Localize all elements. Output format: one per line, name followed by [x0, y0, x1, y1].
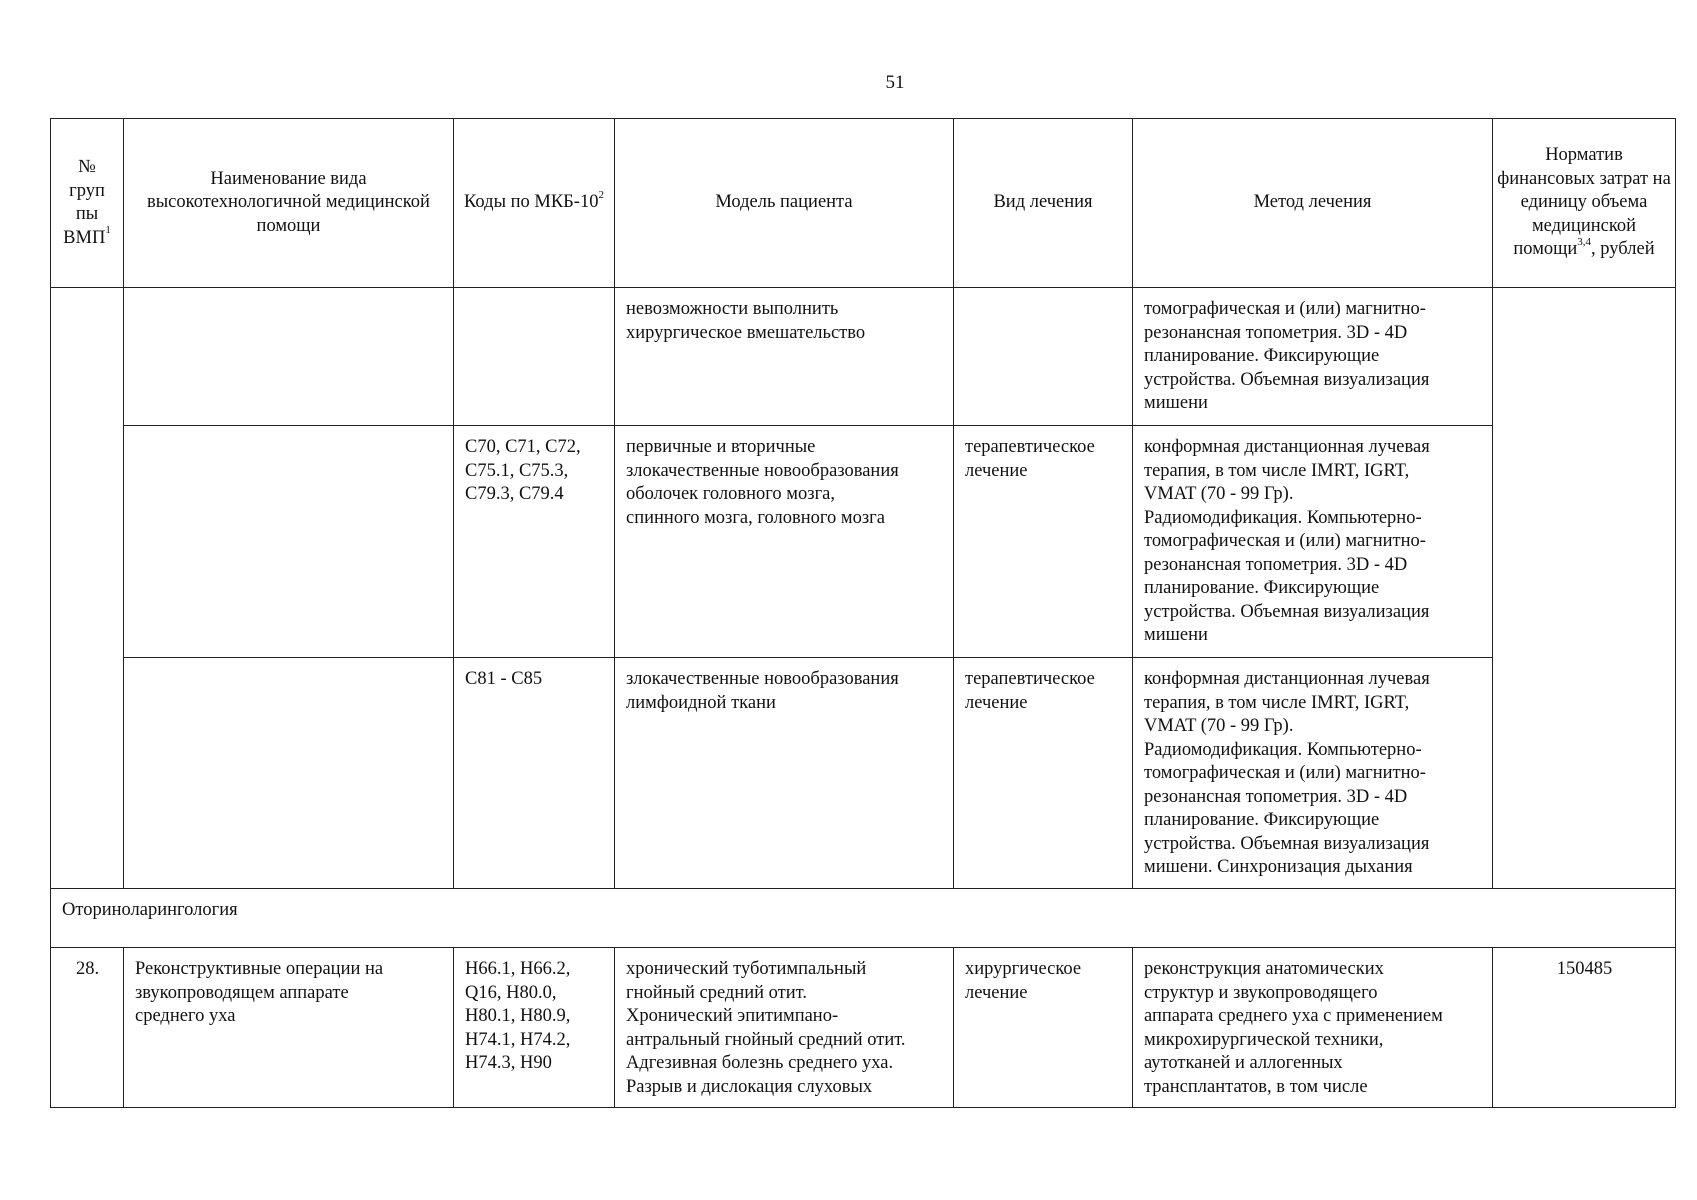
treatment-method-cell: реконструкция анатомических структур и звукопроводящего аппарата среднего уха с применением микрохирургической техники, аутотканей и аллогенных трансплантатов, в том числе — [1133, 948, 1493, 1108]
icd-codes-cell: C81 - C85 — [454, 658, 615, 889]
cost-cell — [1493, 288, 1676, 889]
patient-model-cell: первичные и вторичные злокачественные новообразования оболочек головного мозга, спинного мозга, головного мозга — [615, 426, 954, 658]
vmp-table — [50, 118, 1676, 1108]
table-row — [51, 658, 1676, 889]
treatment-method-cell: томографическая и (или) магнитно- резонансная топометрия. 3D - 4D планирование. Фиксирующие устройства. Объемная визуализация мишени — [1133, 288, 1493, 426]
patient-model-cell: злокачественные новообразования лимфоидной ткани — [615, 658, 954, 889]
page-number: 51 — [885, 72, 905, 93]
section-title: Оториноларингология — [51, 889, 1676, 948]
group-number-cell — [51, 288, 124, 889]
patient-model-cell: хронический туботимпальный гнойный средний отит. Хронический эпитимпано- антральный гнойный средний отит. Адгезивная болезнь среднего уха. Разрыв и дислокация слуховых — [615, 948, 954, 1108]
icd-codes-cell: H66.1, H66.2, Q16, H80.0, H80.1, H80.9, H74.1, H74.2, H74.3, H90 — [454, 948, 615, 1108]
patient-model-cell: невозможности выполнить хирургическое вмешательство — [615, 288, 954, 426]
treatment-type-cell — [954, 288, 1133, 426]
treatment-type-cell: хирургическое лечение — [954, 948, 1133, 1108]
header-treatment-method: Метод лечения — [1133, 119, 1493, 288]
icd-codes-cell: C70, C71, C72, C75.1, C75.3, C79.3, C79.4 — [454, 426, 615, 658]
treatment-method-cell: конформная дистанционная лучевая терапия, в том числе IMRT, IGRT, VMAT (70 - 99 Гр). Радиомодификация. Компьютерно- томографическая и (или) магнитно- резонансная топометрия. 3D - 4D планирование. Фиксирующие устройства. Объемная визуализация мишени. Синхронизация дыхания — [1133, 658, 1493, 889]
care-type-cell — [124, 426, 454, 658]
header-row — [51, 119, 1676, 288]
treatment-method-cell: конформная дистанционная лучевая терапия, в том числе IMRT, IGRT, VMAT (70 - 99 Гр). Радиомодификация. Компьютерно- томографическая и (или) магнитно- резонансная топометрия. 3D - 4D планирование. Фиксирующие устройства. Объемная визуализация мишени — [1133, 426, 1493, 658]
icd-codes-cell — [454, 288, 615, 426]
care-type-cell: Реконструктивные операции на звукопроводящем аппарате среднего уха — [124, 948, 454, 1108]
header-care-type: Наименование вида высокотехнологичной медицинской помощи — [124, 119, 454, 288]
treatment-type-cell: терапевтическое лечение — [954, 426, 1133, 658]
treatment-type-cell: терапевтическое лечение — [954, 658, 1133, 889]
table-row — [51, 288, 1676, 426]
care-type-cell — [124, 658, 454, 889]
group-number-cell: 28. — [51, 948, 124, 1108]
cost-cell: 150485 — [1493, 948, 1676, 1108]
header-treatment-type: Вид лечения — [954, 119, 1133, 288]
table-row — [51, 948, 1676, 1108]
header-group-number: № груп пы ВМП$^1$ — [51, 119, 124, 288]
header-patient-model: Модель пациента — [615, 119, 954, 288]
section-row — [51, 889, 1676, 948]
header-cost-standard: Норматив финансовых затрат на единицу объема медицинской помощи$^{3,4}$, рублей — [1493, 119, 1676, 288]
care-type-cell — [124, 288, 454, 426]
table-row — [51, 426, 1676, 658]
header-icd-codes: Коды по МКБ-$10^2$ — [454, 119, 615, 288]
